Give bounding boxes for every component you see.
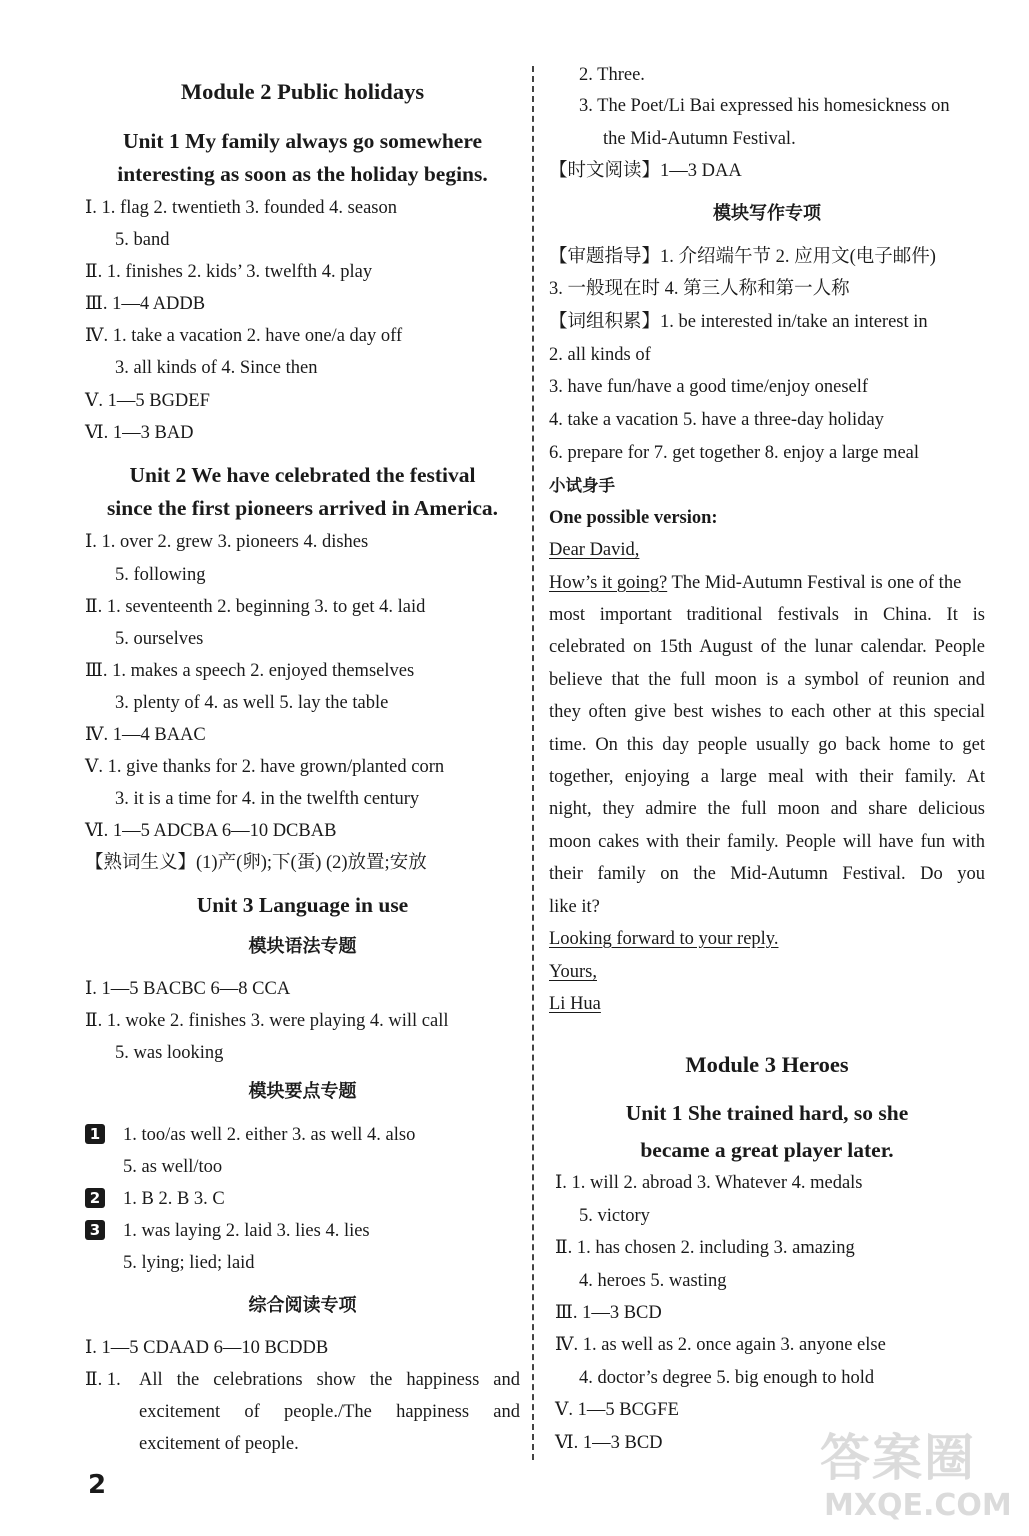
m3-unit1-title-line2: became a great player later. bbox=[640, 1138, 894, 1162]
unit2-title-line1: Unit 2 We have celebrated the festival bbox=[129, 463, 476, 487]
answer-line-label: Ⅱ. 1. bbox=[85, 1370, 121, 1390]
answer-line: the Mid-Autumn Festival. bbox=[603, 129, 796, 149]
answer-line: Ⅴ. 1—5 BCGFE bbox=[555, 1400, 679, 1420]
letter-line: together, enjoying a large meal with their family. At bbox=[549, 767, 985, 787]
answer-line: Ⅲ. 1—3 BCD bbox=[555, 1303, 662, 1323]
answer-line: 3. plenty of 4. as well 5. lay the table bbox=[115, 693, 389, 713]
answer-line: 1. B 2. B 3. C bbox=[123, 1189, 225, 1209]
points-section-title: 模块要点专题 bbox=[248, 1081, 357, 1102]
number-badge: 3 bbox=[85, 1220, 105, 1240]
answer-line: 3. have fun/have a good time/enjoy oneself bbox=[549, 377, 869, 397]
answer-line: Ⅲ. 1. makes a speech 2. enjoyed themselves bbox=[85, 661, 415, 681]
answer-line: 5. following bbox=[115, 565, 206, 585]
writing-section-title: 模块写作专项 bbox=[713, 203, 821, 224]
answer-line: 3. 一般现在时 4. 第三人称和第一人称 bbox=[549, 279, 850, 299]
answer-line: 6. prepare for 7. get together 8. enjoy a large meal bbox=[549, 443, 920, 463]
answer-line: 【时文阅读】1—3 DAA bbox=[549, 161, 742, 181]
letter-line bbox=[549, 571, 961, 595]
answer-line: 5. was looking bbox=[115, 1043, 224, 1063]
answer-line: 【审题指导】1. 介绍端午节 2. 应用文(电子邮件) bbox=[549, 247, 936, 267]
letter-line: their family on the Mid-Autumn Festival. Do you bbox=[549, 864, 985, 884]
unit3-title: Unit 3 Language in use bbox=[196, 893, 409, 917]
module2-title: Module 2 Public holidays bbox=[180, 79, 425, 104]
m3-unit1-title-line1: Unit 1 She trained hard, so she bbox=[625, 1101, 909, 1125]
answer-line: 2. Three. bbox=[579, 65, 645, 85]
answer-line: Ⅰ. 1—5 BACBC 6—8 CCA bbox=[85, 979, 291, 999]
letter-signature: Li Hua bbox=[549, 994, 601, 1014]
letter-salutation: Dear David, bbox=[549, 540, 640, 560]
answer-line: 5. lying; lied; laid bbox=[123, 1253, 255, 1273]
letter-line: most important traditional festivals in China. It is bbox=[549, 605, 985, 625]
answer-line: Ⅳ. 1. as well as 2. once again 3. anyone else bbox=[555, 1335, 886, 1355]
answer-line: 1. too/as well 2. either 3. as well 4. also bbox=[123, 1125, 416, 1145]
answer-line: Ⅵ. 1—3 BCD bbox=[555, 1433, 663, 1453]
letter-line: they often give best wishes to each other at this special bbox=[549, 702, 985, 722]
answer-line: Ⅱ. 1. woke 2. finishes 3. were playing 4. will call bbox=[85, 1011, 449, 1031]
answer-line: 5. as well/too bbox=[123, 1157, 223, 1177]
letter-yours: Yours, bbox=[549, 962, 597, 982]
watermark-logo bbox=[820, 1418, 1020, 1528]
letter-line: like it? bbox=[549, 897, 600, 917]
watermark-hanzi: 答案圈 bbox=[820, 1429, 976, 1487]
answer-line: Ⅳ. 1—4 BAAC bbox=[85, 725, 206, 745]
number-badge: 2 bbox=[85, 1188, 105, 1208]
unit1-title-line2: interesting as soon as the holiday begins. bbox=[117, 162, 488, 186]
answer-line: Ⅱ. 1. has chosen 2. including 3. amazing bbox=[555, 1238, 855, 1258]
unit2-title-line2: since the first pioneers arrived in America. bbox=[106, 496, 499, 520]
answer-line: Ⅰ. 1. flag 2. twentieth 3. founded 4. season bbox=[85, 198, 397, 218]
try-title: 小试身手 bbox=[549, 476, 615, 495]
answer-line: excitement of people. bbox=[139, 1434, 299, 1454]
letter-closing: Looking forward to your reply. bbox=[549, 929, 779, 949]
answer-line: Ⅱ. 1. seventeenth 2. beginning 3. to get 4. laid bbox=[85, 597, 426, 617]
reading-section-title: 综合阅读专项 bbox=[248, 1295, 357, 1316]
answer-line: Ⅴ. 1. give thanks for 2. have grown/planted corn bbox=[85, 757, 445, 777]
answer-line: 5. ourselves bbox=[115, 629, 204, 649]
answer-line: excitement of people./The happiness and bbox=[139, 1402, 520, 1422]
answer-line: All the celebrations show the happiness and bbox=[139, 1370, 520, 1390]
answer-line: Ⅳ. 1. take a vacation 2. have one/a day off bbox=[85, 326, 403, 346]
answer-line: 2. all kinds of bbox=[549, 345, 651, 365]
answer-line: Ⅲ. 1—4 ADDB bbox=[85, 294, 206, 314]
answer-line: 3. all kinds of 4. Since then bbox=[115, 358, 318, 378]
answer-line: 【词组积累】1. be interested in/take an interest in bbox=[549, 312, 928, 332]
number-badge: 1 bbox=[85, 1124, 105, 1144]
answer-line: Ⅴ. 1—5 BGDEF bbox=[85, 391, 210, 411]
letter-text: The Mid-Autumn Festival is one of the bbox=[667, 573, 962, 593]
answer-line: 4. heroes 5. wasting bbox=[579, 1271, 727, 1291]
answer-line: Ⅰ. 1. will 2. abroad 3. Whatever 4. medals bbox=[555, 1173, 863, 1193]
answer-line: 5. victory bbox=[579, 1206, 650, 1226]
answer-line: 4. doctor’s degree 5. big enough to hold bbox=[579, 1368, 875, 1388]
letter-line: time. On this day people usually go back home to get bbox=[549, 735, 985, 755]
grammar-section-title: 模块语法专题 bbox=[248, 936, 357, 957]
watermark-url: MXQE.COM bbox=[824, 1488, 1012, 1523]
answer-line: 1. was laying 2. laid 3. lies 4. lies bbox=[123, 1221, 370, 1241]
answer-line: Ⅱ. 1. finishes 2. kids’ 3. twelfth 4. play bbox=[85, 262, 373, 282]
letter-line: believe that the full moon is a symbol of reunion and bbox=[549, 670, 985, 690]
answer-line: Ⅰ. 1. over 2. grew 3. pioneers 4. dishes bbox=[85, 532, 369, 552]
answer-line: 4. take a vacation 5. have a three-day holiday bbox=[549, 410, 884, 430]
version-label: One possible version: bbox=[549, 508, 718, 528]
unit1-title-line1: Unit 1 My family always go somewhere bbox=[122, 129, 483, 153]
page-number: 2 bbox=[88, 1470, 107, 1500]
answer-line: Ⅵ. 1—5 ADCBA 6—10 DCBAB bbox=[85, 821, 337, 841]
letter-line: moon cakes with their family. People will have fun with bbox=[549, 832, 985, 852]
answer-line: Ⅵ. 1—3 BAD bbox=[85, 423, 194, 443]
column-divider bbox=[532, 66, 534, 1460]
module3-title: Module 3 Heroes bbox=[685, 1052, 849, 1077]
answer-line: Ⅰ. 1—5 CDAAD 6—10 BCDDB bbox=[85, 1338, 329, 1358]
letter-line: celebrated on 15th August of the lunar calendar. People bbox=[549, 637, 985, 657]
letter-line: night, they admire the full moon and share delicious bbox=[549, 799, 985, 819]
answer-line: 3. The Poet/Li Bai expressed his homesickness on bbox=[579, 96, 950, 116]
answer-line: 3. it is a time for 4. in the twelfth century bbox=[115, 789, 420, 809]
letter-greeting: How’s it going? bbox=[549, 573, 668, 593]
answer-line: 5. band bbox=[115, 230, 170, 250]
answer-line: 【熟词生义】(1)产(卵);下(蛋) (2)放置;安放 bbox=[85, 853, 427, 873]
